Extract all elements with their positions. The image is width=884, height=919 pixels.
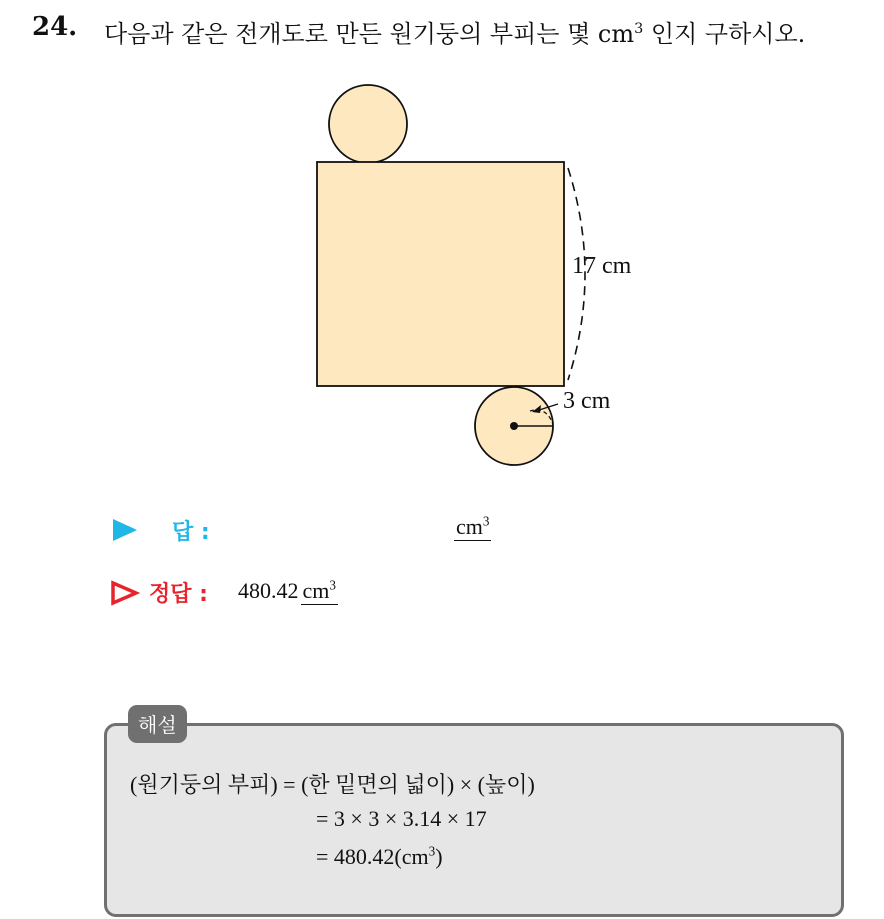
radius-label: 3 cm [563,388,611,414]
correct-answer-unit: $cm^3$ [302,577,336,603]
question-text: 다음과 같은 전개도로 만든 원기둥의 부피는 몇 $cm^3$ 인지 구하시오. [104,20,806,48]
explanation-line-3: = $480.42(cm^3)$ [316,843,443,869]
explanation-line-1: (원기둥의 부피) = (한 밑면의 넓이) × (높이) [130,772,535,797]
height-label: 17 cm [572,253,632,279]
cylinder-net-figure [300,78,610,478]
correct-answer-value: 480.42 $cm^3$ [238,577,336,603]
play-triangle-icon [112,518,138,542]
answer-unit: $cm^3$ [456,513,490,539]
answer-label: 답 : [172,520,210,545]
question-number: 24. [32,12,78,42]
outline-triangle-icon [110,580,140,606]
correct-answer-label: 정답 : [149,582,208,607]
top-base-circle [329,85,407,163]
explanation-line-2: = 3 × 3 × 3.14 × 17 [316,806,487,831]
lateral-rectangle [317,162,564,386]
explanation-tag: 해설 [128,705,187,743]
